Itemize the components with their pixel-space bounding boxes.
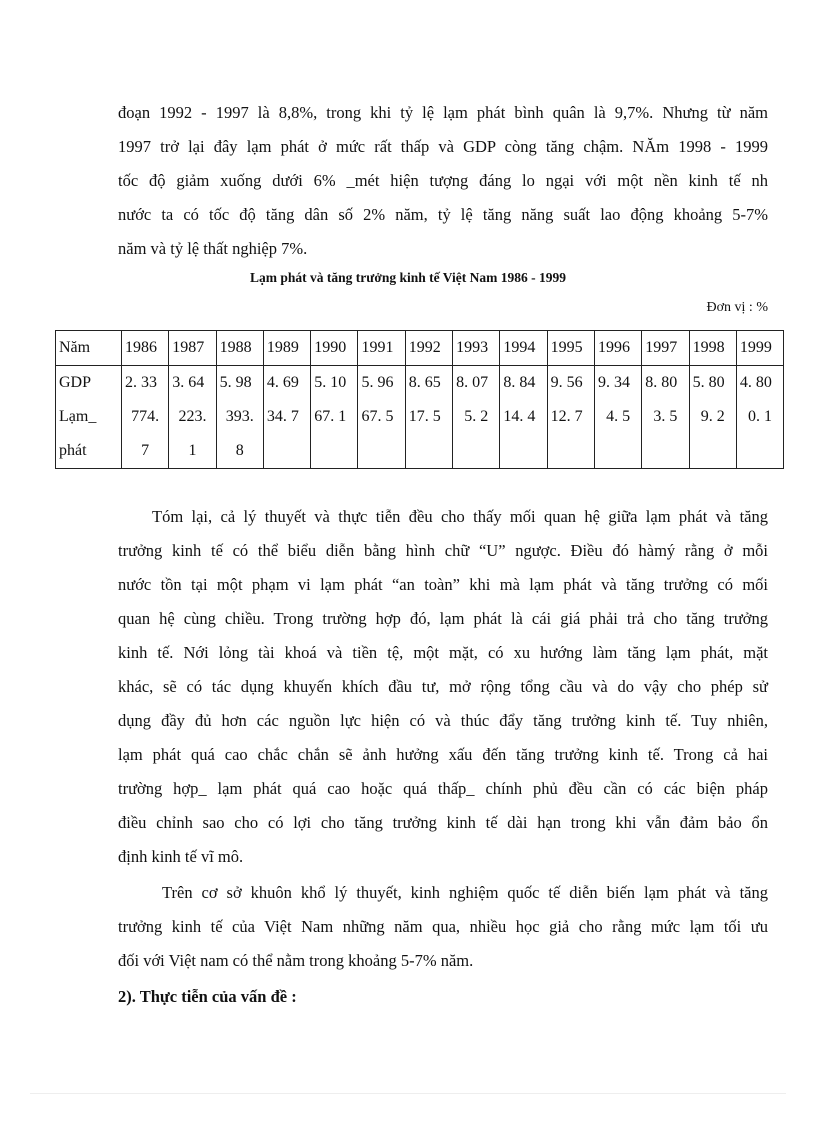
paragraph-line: Tóm lại, cả lý thuyết và thực tiễn đều cho thấy mối quan hệ giữa lạm phát và tăng [152, 507, 768, 526]
table-row-inflation [56, 400, 784, 434]
table-cell [594, 434, 641, 469]
table-header-cell: 1995 [547, 331, 594, 366]
paragraph-line: đoạn 1992 - 1997 là 8,8%, trong khi tỷ lệ lạm phát bình quân là 9,7%. Nhưng từ năm [118, 103, 768, 122]
paragraph-line: nước ta có tốc độ tăng dân số 2% năm, tỷ lệ tăng năng suất lao động khoảng 5-7% [118, 205, 768, 224]
row-label-gdp: GDP [56, 366, 122, 401]
table-cell: 8. 07 [453, 366, 500, 401]
paragraph-line: trưởng kinh tế có thể biểu diễn bằng hình chữ “U” ngược. Điều đó hàmý rằng ở mỗi [118, 541, 768, 560]
table-header-cell: 1996 [594, 331, 641, 366]
table-cell [311, 434, 358, 469]
table-cell [358, 434, 405, 469]
table-cell: 17. 5 [405, 400, 452, 434]
paragraph-line: lạm phát quá cao chắc chắn sẽ ảnh hưởng xấu đến tăng trưởng kinh tế. Trong cả hai [118, 745, 768, 764]
paragraph-line: tốc độ giảm xuống dưới 6% _mét hiện tượng đáng lo ngại với một nền kinh tế nh [118, 171, 768, 190]
table-cell: 4. 5 [594, 400, 641, 434]
paragraph-1 [118, 96, 768, 266]
table-cell: 12. 7 [547, 400, 594, 434]
paragraph-3 [118, 876, 768, 978]
table-cell: 8 [216, 434, 263, 469]
table-cell [547, 434, 594, 469]
table-cell: 223. [169, 400, 216, 434]
table-header-cell: 1999 [736, 331, 783, 366]
section-heading: 2). Thực tiễn của vấn đề : [118, 987, 297, 1006]
table-header-cell: 1997 [642, 331, 689, 366]
paragraph-line: quan hệ cùng chiều. Trong trường hợp đó, lạm phát là cái giá phải trả cho tăng trưởng [118, 609, 768, 628]
table-cell: 9. 56 [547, 366, 594, 401]
paragraph-line: năm và tỷ lệ thất nghiệp 7%. [118, 239, 308, 258]
table-cell [405, 434, 452, 469]
paragraph-line: trưởng kinh tế của Việt Nam những năm qua, nhiều học giả cho rằng mức lạm tối ưu [118, 917, 768, 936]
paragraph-line: trường hợp_ lạm phát quá cao hoặc quá thấp_ chính phủ đều cần có các biện pháp [118, 779, 768, 798]
table-cell: 7 [122, 434, 169, 469]
table-cell: 774. [122, 400, 169, 434]
table-cell: 4. 69 [263, 366, 310, 401]
paragraph-line: khác, sẽ có tác dụng khuyến khích đầu tư, mở rộng tổng cầu và do vậy cho phép sử [118, 677, 768, 696]
table-cell: 5. 2 [453, 400, 500, 434]
table-header-cell: 1988 [216, 331, 263, 366]
paragraph-line: định kinh tế vĩ mô. [118, 847, 244, 866]
row-label-inflation: Lạm_ [56, 400, 122, 434]
table-row-gdp [56, 366, 784, 401]
table-cell: 67. 5 [358, 400, 405, 434]
inflation-growth-table [55, 330, 784, 469]
table-cell [689, 434, 736, 469]
table-header-cell: Năm [56, 331, 122, 366]
table-cell: 3. 64 [169, 366, 216, 401]
table-header-row [56, 331, 784, 366]
paragraph-line: nước tồn tại một phạm vi lạm phát “an toàn” khi mà lạm phát và tăng trưởng có mối [118, 575, 768, 594]
table-cell: 14. 4 [500, 400, 547, 434]
table-cell: 5. 96 [358, 366, 405, 401]
table-cell [453, 434, 500, 469]
table-cell: 9. 2 [689, 400, 736, 434]
table-cell: 34. 7 [263, 400, 310, 434]
page-bottom-rule [30, 1093, 786, 1094]
table-cell: 5. 80 [689, 366, 736, 401]
table-header-cell: 1993 [453, 331, 500, 366]
table-cell [642, 434, 689, 469]
table-cell: 5. 98 [216, 366, 263, 401]
table-header-cell: 1992 [405, 331, 452, 366]
table-unit-label: Đơn vị : % [706, 300, 768, 315]
paragraph-line: dụng đầy đủ hơn các nguồn lực hiện có và thúc đẩy tăng trưởng kinh tế. Tuy nhiên, [118, 711, 768, 730]
table-cell: 9. 34 [594, 366, 641, 401]
row-label-inflation-cont: phát [56, 434, 122, 469]
table-caption: Lạm phát và tăng trưởng kinh tế Việt Nam 1986 - 1999 [250, 270, 566, 285]
table-cell [736, 434, 783, 469]
paragraph-2 [118, 500, 768, 874]
table-cell: 5. 10 [311, 366, 358, 401]
table-cell: 4. 80 [736, 366, 783, 401]
table-cell: 8. 65 [405, 366, 452, 401]
table-cell: 8. 80 [642, 366, 689, 401]
paragraph-line: kinh tế. Nới lỏng tài khoá và tiền tệ, một mặt, có xu hướng làm tăng lạm phát, mặt [118, 643, 768, 662]
table-cell: 393. [216, 400, 263, 434]
table-cell: 0. 1 [736, 400, 783, 434]
table-cell: 2. 33 [122, 366, 169, 401]
table-header-cell: 1986 [122, 331, 169, 366]
table-cell [263, 434, 310, 469]
table-cell: 1 [169, 434, 216, 469]
table-header-cell: 1987 [169, 331, 216, 366]
table-cell [500, 434, 547, 469]
table-cell: 3. 5 [642, 400, 689, 434]
table-header-cell: 1994 [500, 331, 547, 366]
paragraph-line: điều chỉnh sao cho có lợi cho tăng trưởng kinh tế dài hạn trong khi vẫn đảm bảo ổn [118, 813, 768, 832]
table-header-cell: 1990 [311, 331, 358, 366]
table-header-cell: 1998 [689, 331, 736, 366]
paragraph-line: Trên cơ sở khuôn khổ lý thuyết, kinh nghiệm quốc tế diễn biến lạm phát và tăng [162, 883, 768, 902]
paragraph-line: đối với Việt nam có thể nằm trong khoảng 5-7% năm. [118, 951, 474, 970]
table-row-inflation-cont [56, 434, 784, 469]
table-header-cell: 1991 [358, 331, 405, 366]
table-header-cell: 1989 [263, 331, 310, 366]
paragraph-line: 1997 trở lại đây lạm phát ở mức rất thấp và GDP còng tăng chậm. NĂm 1998 - 1999 [118, 137, 768, 156]
table-cell: 67. 1 [311, 400, 358, 434]
table-cell: 8. 84 [500, 366, 547, 401]
